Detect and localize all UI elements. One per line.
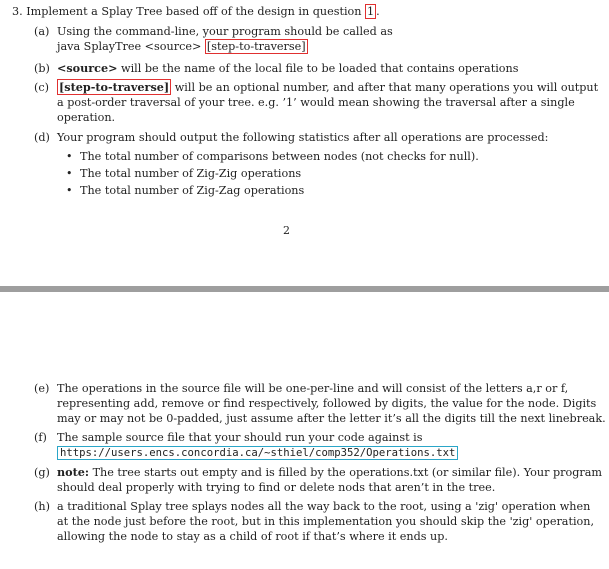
item-d-label: (d) — [34, 131, 50, 144]
step-to-traverse-term[interactable]: [step-to-traverse] — [59, 80, 170, 94]
question-text-end: . — [376, 5, 380, 18]
bullet-item: The total number of Zig-Zag operations — [80, 184, 305, 197]
item-b-label: (b) — [34, 62, 50, 75]
item-g-line2: should deal properly with trying to find or delete nods that aren’t in the tree. — [57, 481, 496, 494]
item-a-command — [57, 39, 308, 54]
item-h-line: at the node just before the root, but in this implementation you should skip the 'zig' operation, — [57, 515, 595, 528]
question-number: 3. — [12, 5, 23, 18]
item-e-line: The operations in the source file will be one-per-line and will consist of the letters a,r or f, — [57, 382, 569, 395]
question-text: Implement a Splay Tree based off of the design in question — [26, 5, 362, 18]
item-b-text — [57, 61, 518, 76]
item-h-label: (h) — [34, 500, 50, 513]
item-e-line: representing add, remove or find respectively, followed by digits, the value for the node. Digits — [57, 397, 597, 410]
bullet-item: The total number of comparisons between nodes (not checks for null). — [80, 150, 479, 163]
item-b-rest: will be the name of the local file to be loaded that contains operations — [121, 62, 519, 75]
item-d-text: Your program should output the following statistics after all operations are processed: — [57, 131, 549, 144]
item-c-label: (c) — [34, 81, 49, 94]
bullet-icon: • — [66, 184, 73, 197]
question-reference-link[interactable]: 1 — [367, 5, 375, 18]
bullet-icon: • — [66, 167, 73, 180]
item-a-line1: Using the command-line, your program should be called as — [57, 25, 393, 38]
item-e-line: may or may not be 0-padded, just assume after the letter it’s all the digits till the next linebreak. — [57, 412, 606, 425]
operations-file-link[interactable]: https://users.encs.concordia.ca/~sthiel/comp352/Operations.txt — [57, 446, 458, 460]
item-c-line1-rest: will be an optional number, and after that many operations you will output — [174, 81, 599, 94]
item-g-line1 — [57, 465, 602, 480]
item-h-line: a traditional Splay tree splays nodes all the way back to the root, using a 'zig' operation when — [57, 500, 591, 513]
question-3-heading — [12, 4, 380, 19]
item-c-line1 — [57, 80, 598, 95]
item-g-line1-rest: The tree starts out empty and is filled by the operations.txt (or similar file). Your program — [92, 466, 603, 479]
item-f-label: (f) — [34, 431, 47, 444]
page-number: 2 — [283, 224, 290, 237]
item-a-label: (a) — [34, 25, 50, 38]
item-f-url-line — [57, 445, 458, 461]
bullet-item: The total number of Zig-Zig operations — [80, 167, 302, 180]
note-term: note: — [57, 465, 90, 479]
document-page-2 — [0, 292, 609, 569]
item-h-line: allowing the node to stay as a child of root if that’s where it ends up. — [57, 530, 448, 543]
item-g-label: (g) — [34, 466, 50, 479]
bullet-icon: • — [66, 150, 73, 163]
item-c-line3: operation. — [57, 111, 116, 124]
item-f-line1: The sample source file that your should run your code against is — [57, 431, 423, 444]
item-e-label: (e) — [34, 382, 50, 395]
command-text: java SplayTree <source> — [57, 40, 202, 53]
item-c-line2: a post-order traversal of your tree. e.g. ’1’ would mean showing the traversal after a single — [57, 96, 575, 109]
source-term: <source> — [57, 61, 118, 75]
step-to-traverse-link[interactable]: [step-to-traverse] — [206, 40, 306, 53]
